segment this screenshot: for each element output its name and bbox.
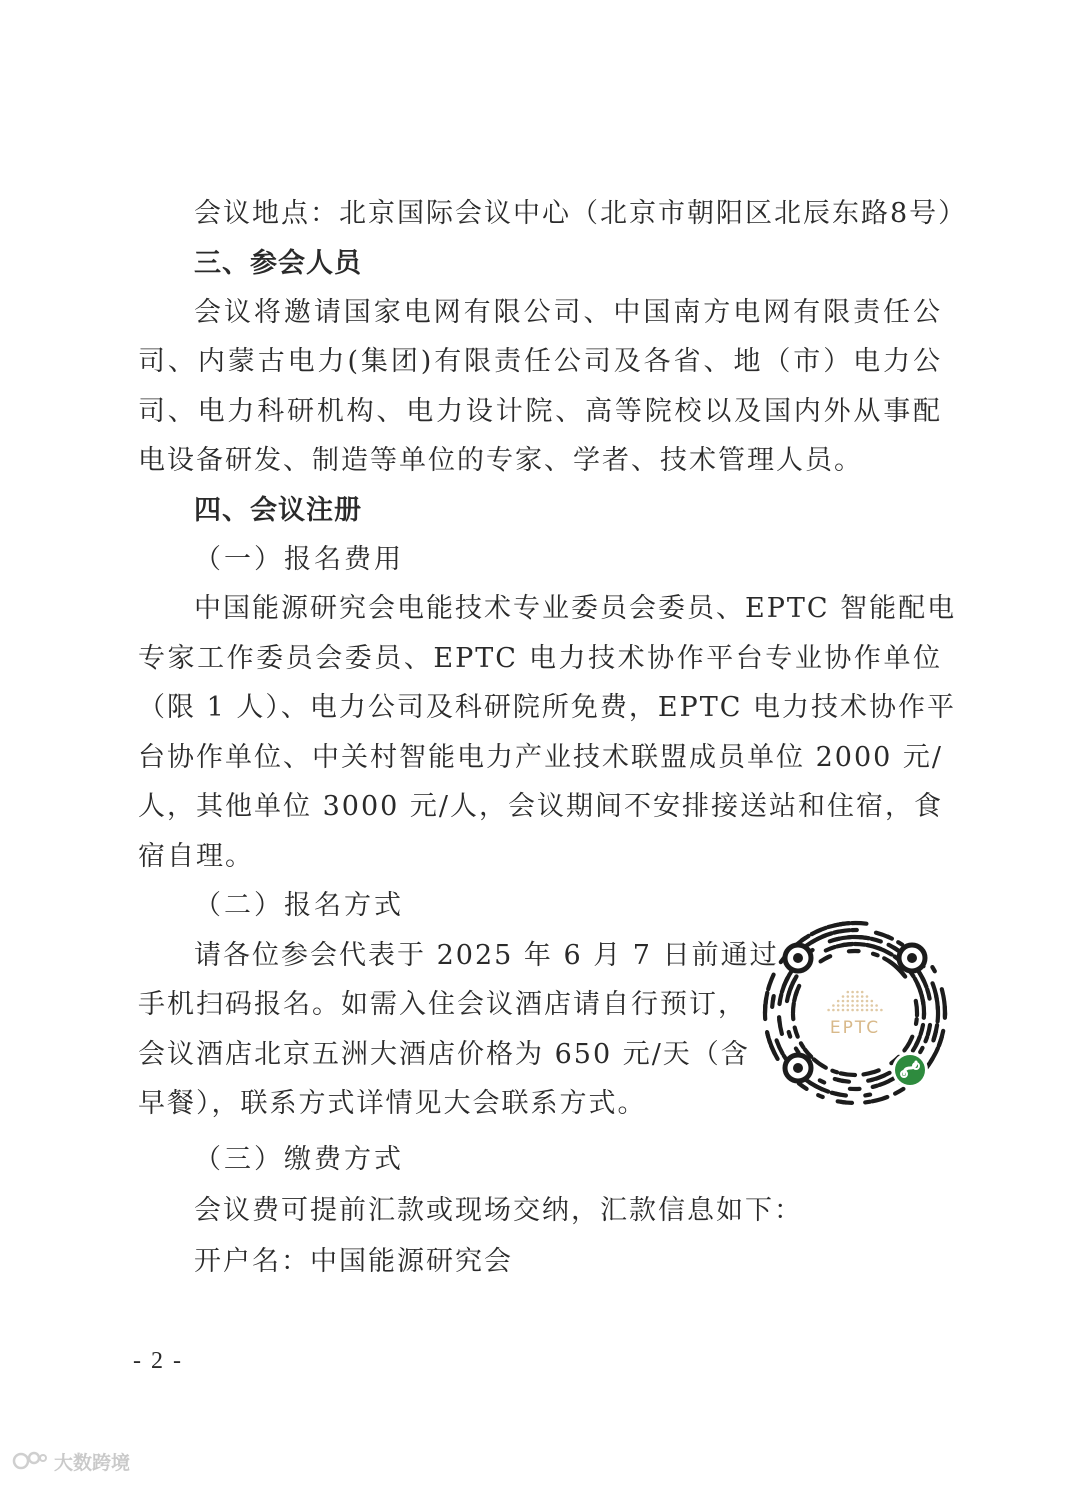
paragraph-line: 手机扫码报名。如需入住会议酒店请自行预订， <box>138 989 747 1020</box>
paragraph-line: 会议费可提前汇款或现场交纳，汇款信息如下： <box>194 1195 803 1226</box>
paragraph-line: 台协作单位、中关村智能电力产业技术联盟成员单位 2000 元/ <box>138 742 943 773</box>
paragraph-line: 会议酒店北京五洲大酒店价格为 650 元/天（含 <box>138 1039 750 1070</box>
paragraph-line: 司、内蒙古电力(集团)有限责任公司及各省、地（市）电力公 <box>138 346 942 377</box>
paragraph-line: 中国能源研究会电能技术专业委员会委员、EPTC 智能配电 <box>194 593 957 624</box>
mini-program-icon <box>892 1052 928 1088</box>
subheading-payment: （三）缴费方式 <box>194 1144 404 1175</box>
paragraph-line: 司、电力科研机构、电力设计院、高等院校以及国内外从事配 <box>138 396 942 427</box>
watermark <box>12 1448 130 1474</box>
subheading-fees: （一）报名费用 <box>194 544 404 575</box>
logo-text: EPTC <box>829 1018 881 1038</box>
paragraph-line: 专家工作委员会委员、EPTC 电力技术协作平台专业协作单位 <box>138 643 942 674</box>
registration-qr-code[interactable] <box>760 918 950 1108</box>
account-name-line: 开户名：中国能源研究会 <box>194 1246 513 1277</box>
meeting-venue-line: 会议地点：北京国际会议中心（北京市朝阳区北辰东路8号） <box>194 198 968 229</box>
weibo-logo-icon <box>12 1450 48 1472</box>
paragraph-line: 人，其他单位 3000 元/人，会议期间不安排接送站和住宿，食 <box>138 791 943 822</box>
paragraph-line: 早餐），联系方式详情见大会联系方式。 <box>138 1088 647 1119</box>
paragraph-line: 请各位参会代表于 2025 年 6 月 7 日前通过 <box>194 940 779 971</box>
section-heading-attendees: 三、参会人员 <box>194 248 362 279</box>
subheading-method: （二）报名方式 <box>194 890 404 921</box>
watermark-text: 大数跨境 <box>54 1451 131 1474</box>
paragraph-line: 会议将邀请国家电网有限公司、中国南方电网有限责任公 <box>194 297 942 328</box>
paragraph-line: （限 1 人）、电力公司及科研院所免费，EPTC 电力技术协作平 <box>138 692 956 723</box>
paragraph-line: 电设备研发、制造等单位的专家、学者、技术管理人员。 <box>138 445 863 476</box>
page-number: - 2 - <box>133 1348 183 1374</box>
paragraph-line: 宿自理。 <box>138 841 254 872</box>
section-heading-registration: 四、会议注册 <box>194 495 362 526</box>
